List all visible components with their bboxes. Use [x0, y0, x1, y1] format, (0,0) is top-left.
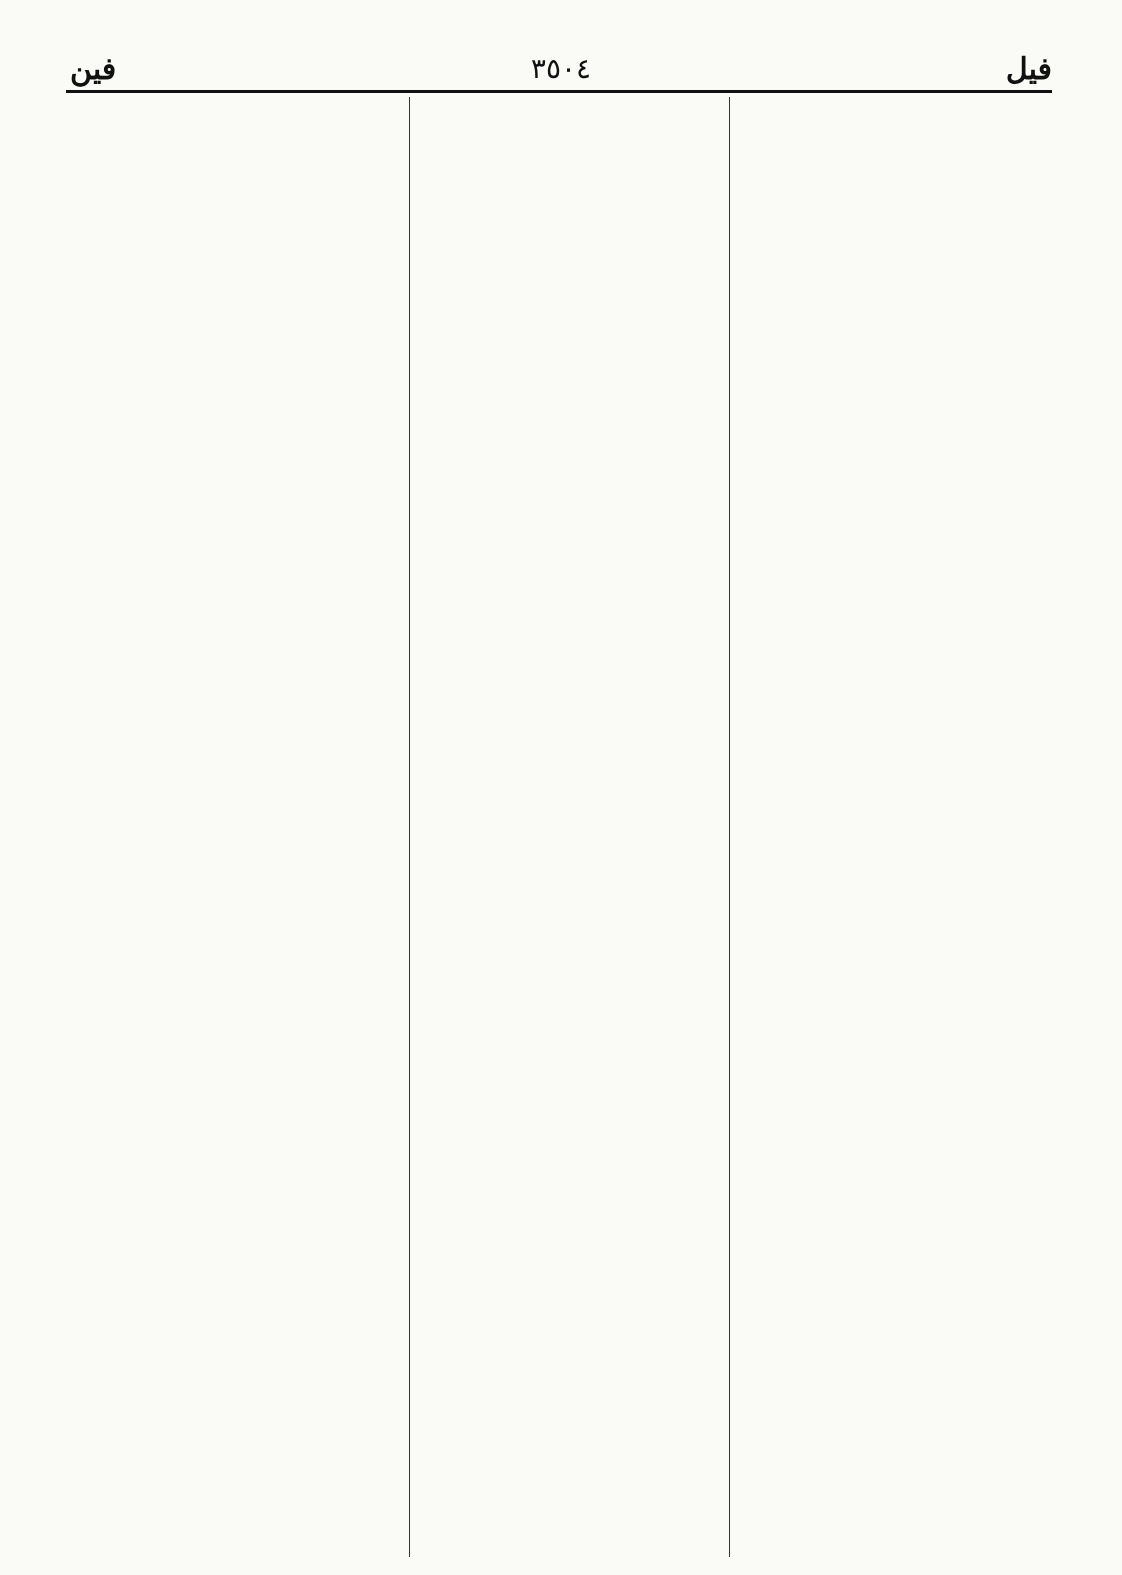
- column-divider: [409, 97, 410, 1557]
- page-number: ٣٥٠٤: [530, 52, 592, 85]
- text-column-middle: [412, 97, 728, 1557]
- text-column-right: [732, 97, 1052, 1557]
- column-divider: [729, 97, 730, 1557]
- running-headword-left: فين: [70, 52, 117, 87]
- header-rule: [66, 90, 1052, 93]
- running-headword-right: فيل: [1005, 52, 1052, 87]
- page-header: [70, 50, 1052, 90]
- text-column-left: [70, 97, 408, 1557]
